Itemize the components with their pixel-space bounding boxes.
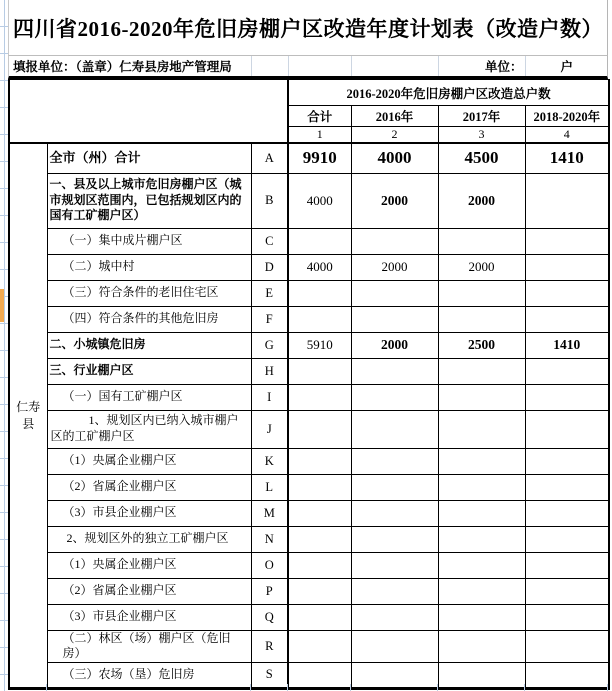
row-label-cell: （1）央属企业棚户区 bbox=[47, 552, 251, 578]
value-cell bbox=[525, 173, 609, 228]
value-cell bbox=[525, 358, 609, 384]
value-cell bbox=[438, 410, 525, 448]
value-cell bbox=[288, 306, 351, 332]
row-code-cell: L bbox=[251, 474, 288, 500]
row-code-cell: M bbox=[251, 500, 288, 526]
value-cell bbox=[351, 228, 438, 254]
row-code-cell: O bbox=[251, 552, 288, 578]
table-row bbox=[9, 578, 609, 604]
value-cell: 4500 bbox=[438, 143, 525, 173]
table-row bbox=[9, 332, 609, 358]
value-cell bbox=[438, 280, 525, 306]
value-cell bbox=[525, 254, 609, 280]
table-row bbox=[9, 280, 609, 306]
row-code-cell: K bbox=[251, 448, 288, 474]
row-code-cell: C bbox=[251, 228, 288, 254]
value-cell bbox=[438, 604, 525, 630]
gridline bbox=[287, 684, 288, 691]
col-index: 4 bbox=[525, 127, 609, 144]
row-code-cell: R bbox=[251, 630, 288, 662]
gridline bbox=[437, 684, 438, 691]
table-row bbox=[9, 173, 609, 228]
value-cell: 2000 bbox=[351, 332, 438, 358]
value-cell bbox=[525, 500, 609, 526]
col-header-2017: 2017年 bbox=[438, 106, 525, 127]
value-cell bbox=[351, 662, 438, 688]
value-cell bbox=[288, 526, 351, 552]
gridline bbox=[524, 684, 525, 691]
value-cell bbox=[438, 228, 525, 254]
value-cell bbox=[288, 578, 351, 604]
region-cell: 仁寿县 bbox=[9, 143, 47, 688]
value-cell bbox=[438, 526, 525, 552]
row-code-cell: E bbox=[251, 280, 288, 306]
table-row bbox=[9, 630, 609, 662]
value-cell bbox=[288, 448, 351, 474]
value-cell: 1410 bbox=[525, 143, 609, 173]
row-label-cell: （四）符合条件的其他危旧房 bbox=[47, 306, 251, 332]
table-row bbox=[9, 384, 609, 410]
plan-table bbox=[8, 79, 610, 690]
table-row bbox=[9, 526, 609, 552]
value-cell bbox=[351, 604, 438, 630]
row-label-cell: （二）城中村 bbox=[47, 254, 251, 280]
value-cell bbox=[438, 384, 525, 410]
value-cell bbox=[351, 526, 438, 552]
reporting-unit: 填报单位：（盖章）仁寿县房地产管理局 bbox=[13, 60, 232, 74]
table-row bbox=[9, 662, 609, 688]
table-row bbox=[9, 306, 609, 332]
row-label-cell: （3）市县企业棚户区 bbox=[47, 604, 251, 630]
value-cell bbox=[288, 280, 351, 306]
page-title: 四川省2016-2020年危旧房棚户区改造年度计划表（改造户数） bbox=[13, 16, 603, 41]
table-row bbox=[9, 254, 609, 280]
gridline bbox=[288, 56, 289, 76]
value-cell bbox=[351, 578, 438, 604]
value-cell: 4000 bbox=[288, 254, 351, 280]
value-cell bbox=[288, 228, 351, 254]
table-row bbox=[9, 448, 609, 474]
table-row bbox=[9, 228, 609, 254]
value-cell bbox=[288, 604, 351, 630]
value-cell bbox=[351, 280, 438, 306]
value-cell bbox=[351, 410, 438, 448]
col-index: 2 bbox=[351, 127, 438, 144]
row-code-cell: S bbox=[251, 662, 288, 688]
report-sheet bbox=[8, 0, 608, 690]
col-index: 3 bbox=[438, 127, 525, 144]
value-cell bbox=[525, 526, 609, 552]
value-cell bbox=[525, 306, 609, 332]
value-cell bbox=[525, 280, 609, 306]
gridline bbox=[46, 684, 47, 691]
row-label-cell: （2）省属企业棚户区 bbox=[47, 578, 251, 604]
value-cell: 4000 bbox=[288, 173, 351, 228]
value-cell bbox=[288, 358, 351, 384]
gridline bbox=[251, 56, 252, 76]
value-cell bbox=[288, 384, 351, 410]
value-cell bbox=[351, 552, 438, 578]
col-header-2018-2020: 2018-2020年 bbox=[525, 106, 609, 127]
table-row bbox=[9, 552, 609, 578]
value-cell bbox=[438, 578, 525, 604]
col-header-total: 合计 bbox=[288, 106, 351, 127]
table-row bbox=[9, 410, 609, 448]
value-cell bbox=[525, 630, 609, 662]
value-cell bbox=[288, 474, 351, 500]
value-cell: 2000 bbox=[438, 254, 525, 280]
row-code-cell: J bbox=[251, 410, 288, 448]
row-label-cell: （一）集中成片棚户区 bbox=[47, 228, 251, 254]
row-label-cell: （二）林区（场）棚户区（危旧房） bbox=[47, 630, 251, 662]
value-cell bbox=[438, 474, 525, 500]
table-row bbox=[9, 604, 609, 630]
row-label-cell: 一、县及以上城市危旧房棚户区（城市规划区范围内，已包括规划区内的国有工矿棚户区） bbox=[47, 173, 251, 228]
row-code-cell: D bbox=[251, 254, 288, 280]
gridline bbox=[250, 684, 251, 691]
row-label-cell: （一）国有工矿棚户区 bbox=[47, 384, 251, 410]
col-index: 1 bbox=[288, 127, 351, 144]
row-label-cell: 全市（州）合计 bbox=[47, 143, 251, 173]
title-block bbox=[8, 0, 608, 55]
value-cell: 1410 bbox=[525, 332, 609, 358]
value-cell: 2000 bbox=[351, 173, 438, 228]
row-code-cell: H bbox=[251, 358, 288, 384]
value-cell bbox=[525, 578, 609, 604]
value-cell: 9910 bbox=[288, 143, 351, 173]
value-cell bbox=[438, 552, 525, 578]
row-code-cell: F bbox=[251, 306, 288, 332]
row-label-cell: （三）农场（垦）危旧房 bbox=[47, 662, 251, 688]
value-cell bbox=[525, 448, 609, 474]
row-code-cell: Q bbox=[251, 604, 288, 630]
value-cell bbox=[438, 630, 525, 662]
row-label-cell: 三、行业棚户区 bbox=[47, 358, 251, 384]
value-cell bbox=[525, 604, 609, 630]
value-cell bbox=[525, 552, 609, 578]
value-cell bbox=[351, 384, 438, 410]
value-cell bbox=[525, 384, 609, 410]
value-cell bbox=[288, 662, 351, 688]
value-cell bbox=[351, 474, 438, 500]
gridline bbox=[438, 56, 439, 76]
value-cell bbox=[525, 410, 609, 448]
value-cell bbox=[288, 500, 351, 526]
value-cell bbox=[288, 552, 351, 578]
adjacent-column-sliver bbox=[0, 0, 8, 691]
value-cell bbox=[438, 358, 525, 384]
value-cell bbox=[438, 500, 525, 526]
value-cell: 5910 bbox=[288, 332, 351, 358]
value-cell bbox=[288, 630, 351, 662]
value-cell bbox=[525, 662, 609, 688]
row-code-cell: B bbox=[251, 173, 288, 228]
gridline bbox=[525, 56, 526, 76]
table-row bbox=[9, 474, 609, 500]
unit-label: 单位： bbox=[484, 60, 523, 74]
row-code-cell: P bbox=[251, 578, 288, 604]
row-label-cell: （三）符合条件的老旧住宅区 bbox=[47, 280, 251, 306]
value-cell bbox=[351, 306, 438, 332]
row-code-cell: I bbox=[251, 384, 288, 410]
row-label-cell: 1、规划区内已纳入城市棚户区的工矿棚户区 bbox=[47, 410, 251, 448]
row-label-cell: 二、小城镇危旧房 bbox=[47, 332, 251, 358]
value-cell bbox=[438, 662, 525, 688]
value-cell bbox=[351, 630, 438, 662]
header-span-title: 2016-2020年危旧房棚户区改造总户数 bbox=[288, 80, 609, 106]
meta-row bbox=[8, 55, 608, 79]
value-cell: 2000 bbox=[438, 173, 525, 228]
row-label-cell: （1）央属企业棚户区 bbox=[47, 448, 251, 474]
row-code-cell: G bbox=[251, 332, 288, 358]
col-header-2016: 2016年 bbox=[351, 106, 438, 127]
value-cell bbox=[351, 358, 438, 384]
value-cell bbox=[525, 228, 609, 254]
row-label-cell: 2、规划区外的独立工矿棚户区 bbox=[47, 526, 251, 552]
orange-cell-fragment bbox=[0, 289, 4, 322]
table-row bbox=[9, 358, 609, 384]
header-blank-corner bbox=[9, 80, 288, 144]
gridline bbox=[350, 684, 351, 691]
value-cell bbox=[288, 410, 351, 448]
table-header bbox=[9, 80, 609, 144]
table-row bbox=[9, 143, 609, 173]
value-cell bbox=[351, 500, 438, 526]
unit-value: 户 bbox=[560, 60, 573, 74]
row-code-cell: N bbox=[251, 526, 288, 552]
gridline bbox=[4, 0, 5, 691]
row-label-cell: （2）省属企业棚户区 bbox=[47, 474, 251, 500]
value-cell bbox=[438, 306, 525, 332]
table-body bbox=[9, 143, 609, 688]
value-cell bbox=[438, 448, 525, 474]
gridline bbox=[607, 684, 608, 691]
value-cell bbox=[351, 448, 438, 474]
value-cell: 2500 bbox=[438, 332, 525, 358]
row-label-cell: （3）市县企业棚户区 bbox=[47, 500, 251, 526]
row-code-cell: A bbox=[251, 143, 288, 173]
value-cell bbox=[525, 474, 609, 500]
table-row bbox=[9, 500, 609, 526]
gridline bbox=[351, 56, 352, 76]
value-cell: 4000 bbox=[351, 143, 438, 173]
value-cell: 2000 bbox=[351, 254, 438, 280]
